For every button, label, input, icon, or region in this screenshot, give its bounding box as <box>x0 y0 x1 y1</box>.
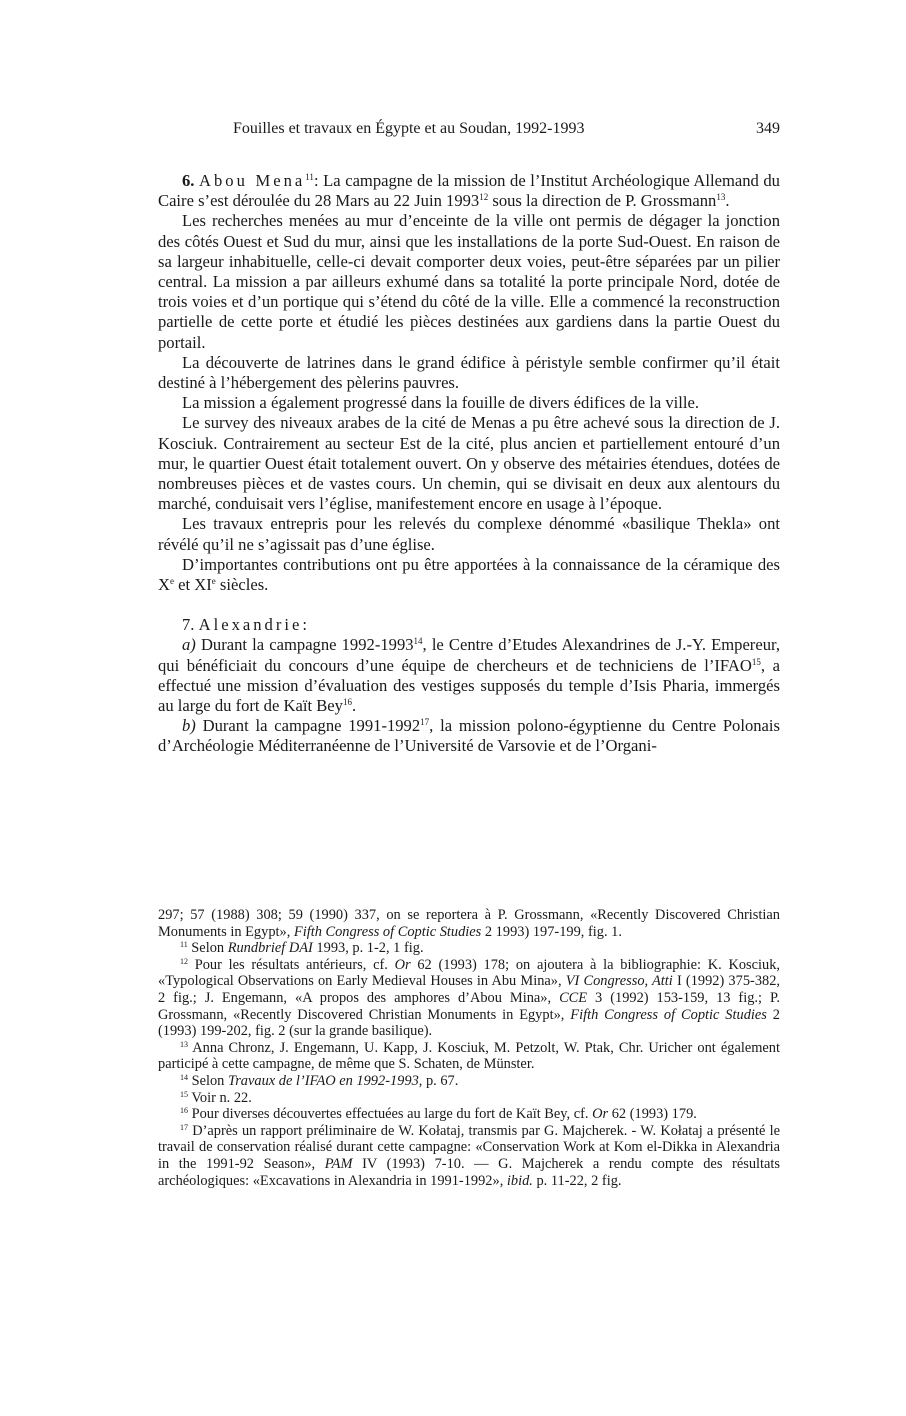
paragraph: La découverte de latrines dans le grand édifice à péristyle semble confirmer qu’il était destiné à l’hébergement des pèlerins pauvres. <box>158 352 780 393</box>
footnote-15 <box>158 1090 780 1107</box>
paragraph-text: Durant la campagne 1991-1992 <box>195 716 421 736</box>
paragraph: Les travaux entrepris pour les relevés du complexe dénommé «basilique Thekla» ont révélé qu’il ne s’agissait pas d’une église. <box>158 514 780 554</box>
item-label-a: a) <box>182 635 196 655</box>
footnote-number: 16 <box>180 1106 188 1116</box>
paragraph-text: siècles. <box>215 575 269 595</box>
footnote-ref-16[interactable]: 16 <box>342 697 352 708</box>
paragraph-text: D’importantes contributions ont pu être apportées à la connaissance de la céramique des X <box>158 554 780 595</box>
footnote-italic: Rundbrief DAI <box>227 940 313 957</box>
footnote-13 <box>158 1040 780 1073</box>
paragraph: Le survey des niveaux arabes de la cité de Menas a pu être achevé sous la direction de J. Kosciuk. Contrairement au secteur Est de la cité, plus ancien et partiellement entouré d’un mur, le quartier Ouest était totalement ouvert. On y observe des métairies étendues, dotées de nombreuses pièces et de vastes cours. Un chemin, qui se divisait en deux aux alentours du marché, conduisait vers l’église, manifestement encore en usage à l’époque. <box>158 413 780 514</box>
footnote-12 <box>158 957 780 1040</box>
paragraph-text: , la mission polono-égyptienne du Centre Polonais d’Archéologie Méditerranéenne de l’Université de Varsovie et de l’Organi- <box>158 716 780 756</box>
footnote-text: 62 (1993) 178; on ajoutera à la bibliographie: K. Kosciuk, «Typological Observations on Early Medieval Houses in Abu Mina», <box>158 956 781 990</box>
footnote-text: Voir n. 22. <box>188 1089 252 1106</box>
footnote-text: 3 (1992) 153-159, 13 fig.; P. Grossmann, «Recently Discovered Christian Monuments in Egypt», <box>158 989 780 1023</box>
section-7-number: 7. <box>182 615 195 635</box>
footnote-ref-15[interactable]: 15 <box>751 656 761 667</box>
footnote-ref-17[interactable]: 17 <box>420 717 430 728</box>
section-6-number: 6. <box>182 171 195 190</box>
running-title: Fouilles et travaux en Égypte et au Soudan, 1992-1993 <box>233 120 585 137</box>
footnote-text: 62 (1993) 179. <box>608 1106 697 1123</box>
item-label-b: b) <box>182 716 196 736</box>
footnote-text: D’après un rapport préliminaire de W. Kołataj, transmis par G. Majcherek. - W. Kołataj a présenté le travail de conservation réalisé durant cette campagne: «Conservation Work at Kom el-Dikka in Alexandria in the 1991-92 Season», <box>158 1122 780 1172</box>
superscript: e <box>211 576 216 587</box>
section-7b <box>158 716 780 756</box>
paragraph-text: , le Centre d’Etudes Alexandrines de J.-Y. Empereur, qui bénéficiait du concours d’une équipe de chercheurs et de techniciens de l’IFAO <box>158 635 781 675</box>
paragraph: La mission a également progressé dans la fouille de divers édifices de la ville. <box>182 393 699 413</box>
footnote-number: 15 <box>180 1089 188 1099</box>
footnote-number: 13 <box>180 1039 188 1049</box>
section-6-intro-text-c: . <box>725 191 730 211</box>
footnote-ref-13[interactable]: 13 <box>716 192 726 203</box>
footnote-text: 2 1993) 197-199, fig. 1. <box>481 923 622 940</box>
footnote-14 <box>158 1073 780 1090</box>
page-number: 349 <box>756 120 780 137</box>
section-7-heading <box>158 615 780 635</box>
footnote-text: p. 11-22, 2 fig. <box>532 1172 622 1189</box>
footnote-text: Pour les résultats antérieurs, cf. <box>188 956 395 973</box>
footnote-text: 2 (1993) 199-202, fig. 2 (sur la grande basilique). <box>158 1006 780 1040</box>
footnote-text: 297; 57 (1988) 308; 59 (1990) 337, on se reportera à P. Grossmann, «Recently Discovered Christian Monuments in Egypt», <box>158 907 780 940</box>
footnote-text: , p. 67. <box>418 1072 459 1089</box>
footnote-italic: Fifth Congress of Coptic Studies <box>293 923 482 940</box>
footnote-italic: Or <box>592 1106 609 1123</box>
footnote-text: IV (1993) 7-10. — G. Majcherek a rendu compte des résultats archéologiques: «Excavations in Alexandria in 1991-1992», <box>158 1155 780 1189</box>
section-6-intro <box>158 171 780 211</box>
footnote-text: Selon <box>187 940 228 957</box>
footnote-number: 14 <box>180 1072 188 1082</box>
footnote-number: 12 <box>180 956 188 966</box>
footnote-text: Anna Chronz, J. Engemann, U. Kapp, J. Kosciuk, M. Petzolt, W. Ptak, Chr. Uricher ont également participé à cette campagne, de même que S. Schaten, de Münster. <box>158 1039 780 1073</box>
paragraph: Les recherches menées au mur d’enceinte de la ville ont permis de dégager la jonction des côtés Ouest et Sud du mur, ainsi que les installations de la porte Sud-Ouest. En raison de sa largeur inhabituelle, celle-ci devait comporter deux voies, peut-être séparées par un pilier central. La mission a par ailleurs exhumé dans sa totalité la porte principale Nord, dotée de trois voies et d’un portique qui s’étend du côté de la ville. Elle a commencé la reconstruction partielle de cette porte et étudié les pièces destinées aux gardiens dans la partie Ouest du portail. <box>158 211 780 352</box>
footnote-ref-12[interactable]: 12 <box>479 192 489 203</box>
section-7a <box>158 635 780 716</box>
footnote-text: I (1992) 375-382, 2 fig.; J. Engemann, «A propos des amphores d’Abou Mina», <box>158 973 780 1006</box>
footnote-italic: Or <box>394 956 411 973</box>
paragraph <box>158 555 780 595</box>
section-6-intro-text-b: sous la direction de P. Grossmann <box>488 191 717 211</box>
footnote-text: 1993, p. 1-2, 1 fig. <box>312 940 424 957</box>
footnote-11 <box>158 940 780 957</box>
paragraph-text: . <box>351 696 357 716</box>
main-text <box>158 171 780 757</box>
footnote-number: 17 <box>180 1122 188 1132</box>
running-header <box>158 120 780 142</box>
footnote-ref-11[interactable]: 11 <box>305 172 314 182</box>
footnote-italic: CCE <box>559 989 588 1006</box>
footnotes <box>158 907 780 1189</box>
superscript: e <box>169 576 174 587</box>
footnote-17 <box>158 1123 780 1189</box>
footnote-continuation <box>158 907 780 940</box>
footnote-text: Selon <box>188 1072 228 1089</box>
section-6-intro-text: : La campagne de la mission de l’Institut Archéologique Allemand du Caire s’est déroulée du 28 Mars au 22 Juin 1993 <box>158 171 780 211</box>
paragraph-text: Durant la campagne 1992-1993 <box>195 635 414 655</box>
footnote-italic: VI Congresso, Atti <box>565 973 673 990</box>
paragraph-text: , a effectué une mission d’évaluation des vestiges supposés du temple d’Isis Pharia, immergés au large du fort de Kaït Bey <box>158 655 780 716</box>
footnote-16 <box>158 1106 780 1123</box>
footnote-ref-14[interactable]: 14 <box>413 636 423 647</box>
footnote-number: 11 <box>180 940 188 950</box>
footnote-italic: Travaux de l’IFAO en 1992-1993 <box>227 1072 419 1089</box>
section-6-name: Abou Mena <box>199 171 306 190</box>
footnote-italic: Fifth Congress of Coptic Studies <box>570 1006 767 1023</box>
footnote-italic: PAM <box>324 1155 353 1172</box>
section-7-name: Alexandrie: <box>198 615 310 635</box>
footnote-text: Pour diverses découvertes effectuées au large du fort de Kaït Bey, cf. <box>188 1106 593 1123</box>
paragraph-text: et XI <box>173 575 212 595</box>
footnote-italic: ibid. <box>506 1172 533 1189</box>
